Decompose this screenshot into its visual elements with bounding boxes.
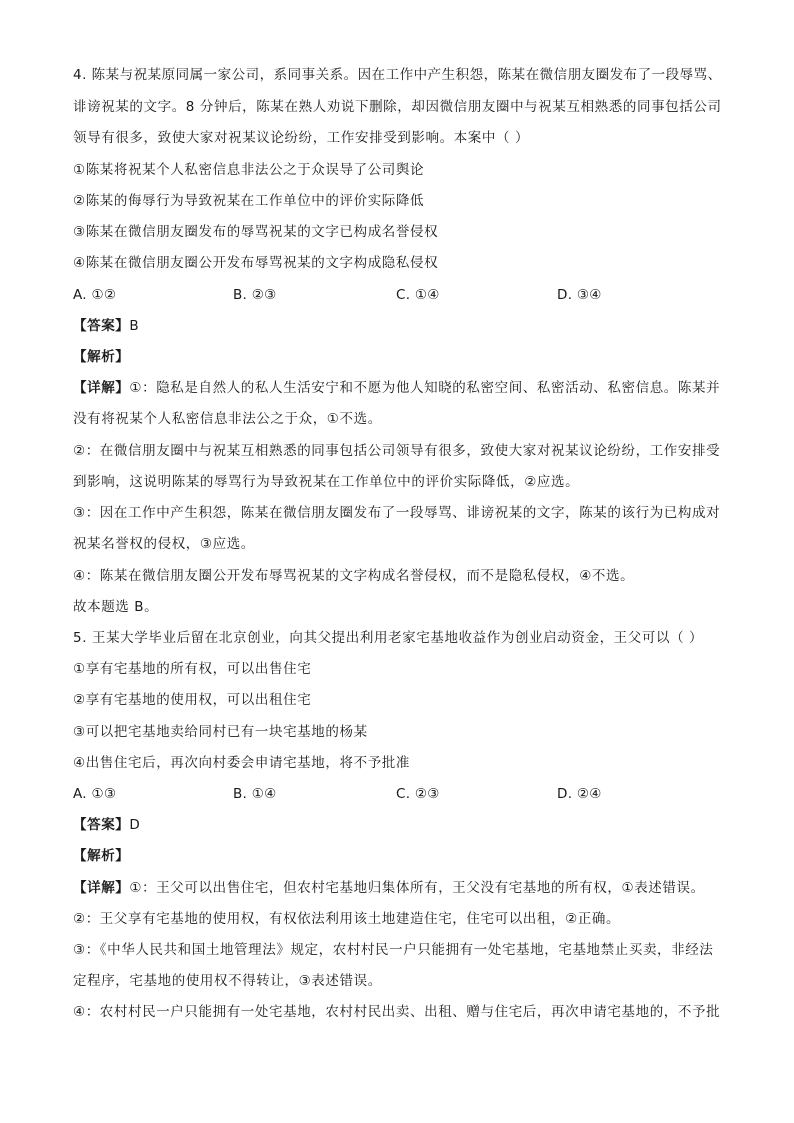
q5-statement-2: ②享有宅基地的使用权，可以出租住宅	[73, 692, 312, 708]
q5-statement-1: ①享有宅基地的所有权，可以出售住宅	[73, 661, 312, 677]
q5-answer-value: D	[129, 817, 141, 833]
q5-detail-line-1: 【详解】①：王父可以出售住宅，但农村宅基地归集体所有，王父没有宅基地的所有权，①表述错误。	[73, 880, 705, 896]
q4-statement-4: ④陈某在微信朋友圈公开发布辱骂祝某的文字构成隐私侵权	[73, 255, 439, 271]
q5-answer-tag: 【答案】	[73, 817, 130, 833]
q4-stem-line-3: 领导有很多，致使大家对祝某议论纷纷，工作安排受到影响。本案中（ ）	[73, 130, 530, 146]
q4-statement-3: ③陈某在微信朋友圈发布的辱骂祝某的文字已构成名誉侵权	[73, 224, 439, 240]
q5-detail-tag: 【详解】	[73, 880, 130, 896]
q5-detail-line-5: ④：农村村民一户只能拥有一处宅基地，农村村民出卖、出租、赠与住宅后，再次申请宅基地的，不予批	[73, 1004, 721, 1020]
q4-answer-value: B	[129, 318, 140, 334]
q5-statement-3: ③可以把宅基地卖给同村已有一块宅基地的杨某	[73, 724, 368, 740]
q4-conclusion: 故本题选 B。	[73, 599, 159, 615]
q5-detail-line-2: ②：王父享有宅基地的使用权，有权依法利用该土地建造住宅，住宅可以出租，②正确。	[73, 911, 621, 927]
q4-stem-line-1: 4. 陈某与祝某原同属一家公司，系同事关系。因在工作中产生积怨，陈某在微信朋友圈发布了一段辱骂、	[73, 67, 722, 83]
q5-detail-line-3: ③：《中华人民共和国土地管理法》规定，农村村民一户只能拥有一处宅基地，宅基地禁止买卖，非经法	[73, 942, 714, 958]
q4-detail-line-1: 【详解】①：隐私是自然人的私人生活安宁和不愿为他人知晓的私密空间、私密活动、私密信息。陈某并	[73, 380, 721, 396]
q4-answer-tag: 【答案】	[73, 318, 130, 334]
q4-detail-line-4: 到影响，这说明陈某的辱骂行为导致祝某在工作单位中的评价实际降低，②应选。	[73, 474, 580, 490]
q5-analysis-tag: 【解析】	[73, 848, 130, 864]
q4-detail-tag: 【详解】	[73, 380, 130, 396]
q5-option-c: C. ②③	[396, 786, 440, 802]
q4-option-d: D. ③④	[557, 287, 602, 303]
q4-analysis-tag: 【解析】	[73, 349, 130, 365]
q5-detail-line-4: 定程序，宅基地的使用权不得转让，③表述错误。	[73, 973, 382, 989]
q5-statement-4: ④出售住宅后，再次向村委会申请宅基地，将不予批准	[73, 755, 411, 771]
q5-option-a: A. ①③	[73, 786, 117, 802]
q4-stem-line-2: 诽谤祝某的文字。8 分钟后，陈某在熟人劝说下删除，却因微信朋友圈中与祝某互相熟悉的同事包括公司	[73, 99, 722, 115]
q5-option-d: D. ②④	[557, 786, 602, 802]
q4-answer	[73, 316, 723, 336]
q4-detail-line-7: ④：陈某在微信朋友圈公开发布辱骂祝某的文字构成名誉侵权，而不是隐私侵权，④不选。	[73, 568, 635, 584]
q4-detail-line-2: 没有将祝某个人私密信息非法公之于众，①不选。	[73, 411, 382, 427]
q4-statement-2: ②陈某的侮辱行为导致祝某在工作单位中的评价实际降低	[73, 193, 425, 209]
q4-detail-line-6: 祝某名誉权的侵权，③应选。	[73, 536, 255, 552]
q5-answer	[73, 815, 723, 835]
q4-detail-line-3: ②：在微信朋友圈中与祝某互相熟悉的同事包括公司领导有很多，致使大家对祝某议论纷纷，工作安排受	[73, 443, 721, 459]
q4-option-a: A. ①②	[73, 287, 117, 303]
q5-option-b: B. ①④	[233, 786, 277, 802]
q4-option-c: C. ①④	[396, 287, 440, 303]
q4-detail-line-5: ③：因在工作中产生积怨，陈某在微信朋友圈发布了一段辱骂、诽谤祝某的文字，陈某的该行为已构成对	[73, 505, 721, 521]
q5-stem-line-1: 5. 王某大学毕业后留在北京创业，向其父提出利用老家宅基地收益作为创业启动资金，王父可以（ ）	[73, 630, 704, 646]
q4-option-b: B. ②③	[233, 287, 277, 303]
q4-statement-1: ①陈某将祝某个人私密信息非法公之于众误导了公司舆论	[73, 162, 425, 178]
